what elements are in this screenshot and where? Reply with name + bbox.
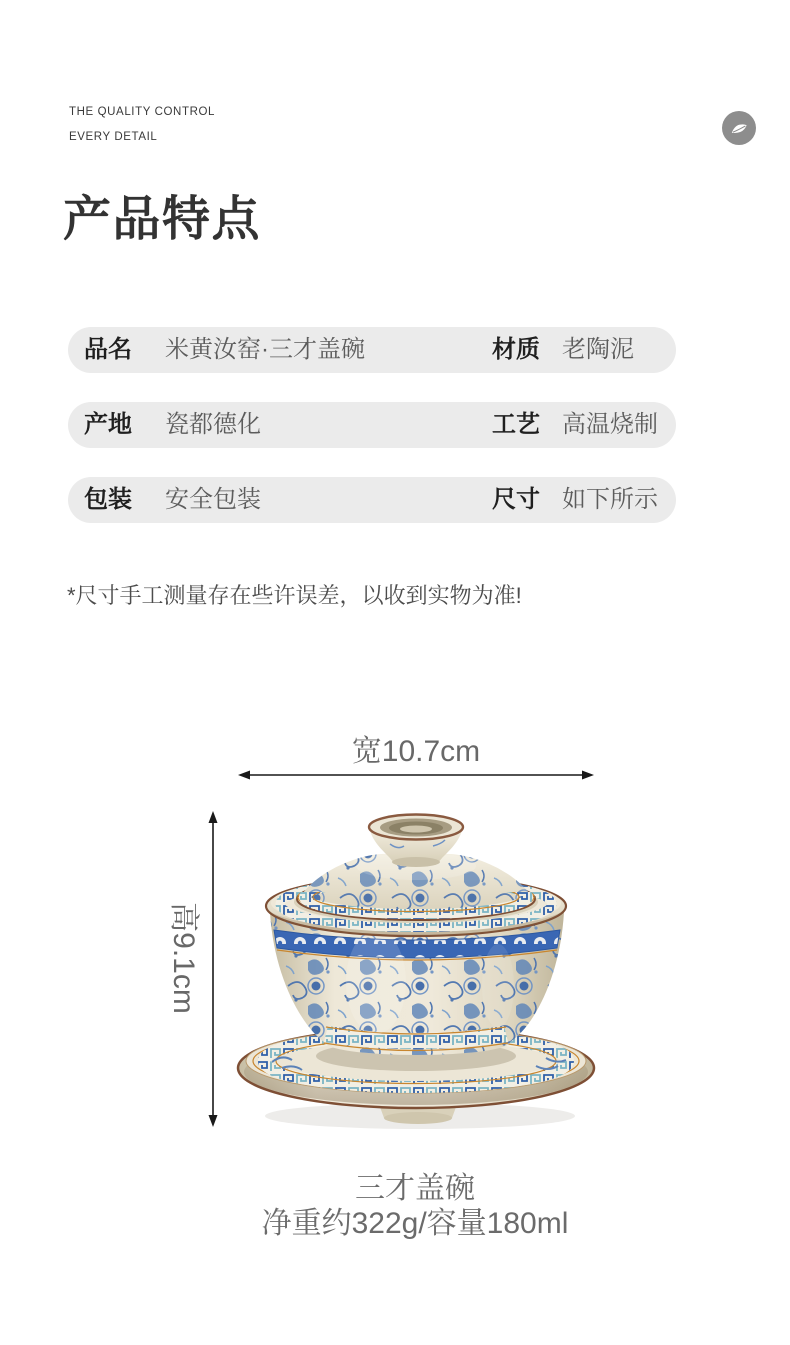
tagline-line1: THE QUALITY CONTROL <box>69 106 216 118</box>
brand-logo <box>722 111 756 145</box>
spec-label: 工艺 <box>492 411 540 438</box>
spec-value: 安全包装 <box>165 486 261 513</box>
spec-label: 包装 <box>84 486 132 513</box>
spec-label: 品名 <box>84 336 132 363</box>
spec-row <box>68 477 676 523</box>
spec-value: 米黄汝窑·三才盖碗 <box>165 336 365 363</box>
spec-value: 高温烧制 <box>562 411 658 438</box>
spec-label: 产地 <box>84 411 132 438</box>
page-title: 产品特点 <box>63 193 262 246</box>
width-arrow <box>237 767 595 783</box>
tagline-line2: EVERY DETAIL <box>69 131 158 143</box>
height-arrow <box>205 810 221 1128</box>
product-weight-capacity: 净重约322g/容量180ml <box>261 1207 569 1240</box>
spec-value: 老陶泥 <box>562 336 634 363</box>
spec-value: 如下所示 <box>562 486 658 513</box>
spec-label: 尺寸 <box>492 486 540 513</box>
product-name: 三才盖碗 <box>355 1172 475 1205</box>
height-dimension-label: 高9.1cm <box>167 902 200 1014</box>
spec-value: 瓷都德化 <box>165 411 261 438</box>
gaiwan-product-image <box>230 800 608 1140</box>
spec-label: 材质 <box>492 336 540 363</box>
width-dimension-label: 宽10.7cm <box>351 735 481 768</box>
quality-tagline <box>69 106 215 156</box>
leaf-icon <box>729 120 749 136</box>
spec-row <box>68 327 676 373</box>
spec-row <box>68 402 676 448</box>
product-caption <box>20 1171 790 1241</box>
spec-table <box>68 327 676 552</box>
measurement-note: *尺寸手工测量存在些许误差，以收到实物为准! <box>67 583 522 608</box>
